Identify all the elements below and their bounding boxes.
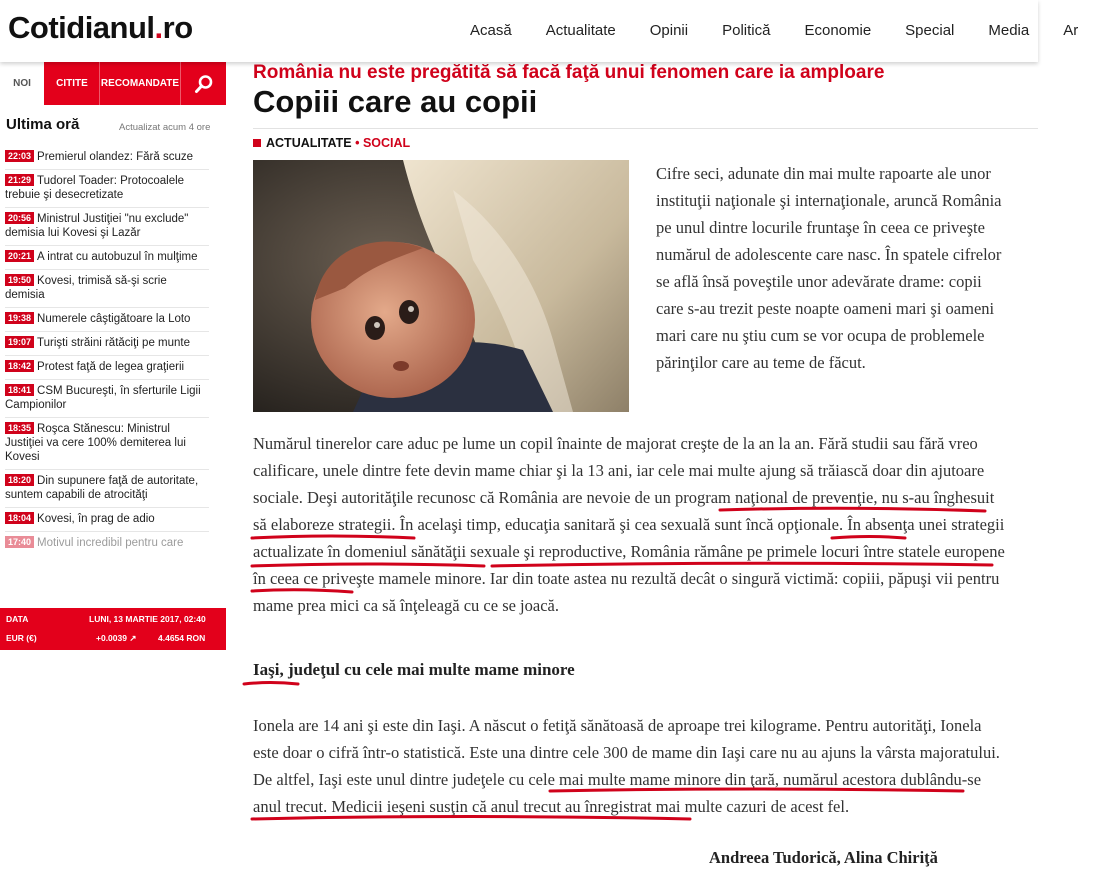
exchange-ticker [0, 608, 226, 650]
news-time-badge: 18:35 [5, 422, 34, 434]
news-headline[interactable]: Kovesi, trimisă să-şi scrie demisia [5, 275, 167, 301]
category-square-icon [253, 139, 261, 147]
latest-news-list [5, 146, 209, 549]
article-title: Copiii care au copii [253, 84, 538, 119]
news-headline[interactable]: Protest faţă de legea graţierii [37, 361, 185, 373]
news-item[interactable] [5, 332, 209, 356]
news-item[interactable] [5, 270, 209, 308]
nav-item-acasa[interactable]: Acasă [470, 22, 512, 39]
article-categories [253, 136, 410, 150]
article-kicker: România nu este pregătită să facă faţă unui fenomen care ia amploare [253, 62, 885, 83]
news-item[interactable] [5, 470, 209, 508]
news-time-badge: 20:21 [5, 250, 34, 262]
sidebar-tabs [0, 62, 226, 105]
news-time-badge: 18:20 [5, 474, 34, 486]
news-item[interactable] [5, 356, 209, 380]
news-item[interactable] [5, 532, 209, 549]
news-item[interactable] [5, 146, 209, 170]
site-header [0, 0, 1079, 62]
category-separator: • [351, 136, 363, 150]
news-headline[interactable]: Motivul incredibil pentru care [37, 537, 184, 549]
news-item[interactable] [5, 508, 209, 532]
nav-item-politica[interactable]: Politică [722, 22, 771, 39]
news-headline[interactable]: Tudorel Toader: Protocoalele trebuie şi desecretizate [5, 175, 185, 201]
news-item[interactable] [5, 208, 209, 246]
article-photo [253, 160, 629, 412]
updated-label: Actualizat acum 4 ore [119, 122, 211, 133]
subcategory-link[interactable]: SOCIAL [362, 136, 411, 150]
tab-noi[interactable]: NOI [0, 62, 44, 105]
ticker-eur-value: 4.4654 RON [158, 633, 206, 643]
tab-recomandate[interactable]: RECOMANDATE [100, 62, 181, 105]
news-item[interactable] [5, 246, 209, 270]
news-time-badge: 20:56 [5, 212, 34, 224]
news-headline[interactable]: Din supunere faţă de autoritate, suntem capabili de atrocităţi [5, 475, 199, 501]
underline-mark [244, 683, 298, 685]
news-headline[interactable]: A intrat cu autobuzul în mulţime [37, 251, 198, 263]
news-time-badge: 17:40 [5, 536, 34, 548]
news-time-badge: 19:07 [5, 336, 34, 348]
news-item[interactable] [5, 418, 209, 470]
news-headline[interactable]: Kovesi, în prag de adio [37, 513, 155, 525]
news-time-badge: 18:42 [5, 360, 34, 372]
news-time-badge: 19:38 [5, 312, 34, 324]
news-headline[interactable]: Roşca Stănescu: Ministrul Justiţiei va cere 100% demiterea lui Kovesi [5, 423, 186, 463]
news-headline[interactable]: Ministrul Justiţiei "nu exclude" demisia lui Kovesi şi Lazăr [5, 213, 189, 239]
nav-item-economie[interactable]: Economie [804, 22, 872, 39]
latest-news-title: Ultima oră [6, 116, 80, 133]
news-time-badge: 18:41 [5, 384, 34, 396]
main-nav [470, 22, 1112, 40]
nav-item-opinii[interactable]: Opinii [649, 22, 689, 39]
news-headline[interactable]: Numerele câştigătoare la Loto [37, 313, 191, 325]
news-time-badge: 19:50 [5, 274, 34, 286]
divider [253, 128, 1038, 129]
article-intro: Cifre seci, adunate din mai multe rapoarte ale unor instituţii naţionale şi internaţionale, aruncă România pe unul dintre locurile fruntaşe în ceea ce priveşte numărul de adolescente care nasc. În spatele cifrelor se află însă poveştile unor adevărate drame: copii care s-au trezit peste noapte oameni mari şi oameni mari care nu ştiu cum se vor ocupa de problemele părinţilor care au teme de făcut. [656, 164, 1002, 372]
category-link[interactable]: ACTUALITATE [266, 136, 352, 150]
site-logo[interactable]: Cotidianul.ro [8, 10, 193, 45]
ticker-date: LUNI, 13 MARTIE 2017, 02:40 [89, 614, 206, 624]
news-item[interactable] [5, 380, 209, 418]
article-subheading: Iaşi, judeţul cu cele mai multe mame minore [253, 660, 575, 679]
nav-item-actualitate[interactable]: Actualitate [545, 22, 616, 39]
news-headline[interactable]: CSM Bucureşti, în sferturile Ligii Campionilor [5, 385, 201, 411]
sidebar [0, 62, 226, 884]
nav-item-more[interactable]: Ar [1063, 22, 1079, 39]
article-authors: Andreea Tudorică, Alina Chiriţă [709, 848, 938, 867]
girl-with-doll-photo [253, 160, 629, 412]
news-time-badge: 21:29 [5, 174, 34, 186]
nav-item-media[interactable]: Media [988, 22, 1030, 39]
news-item[interactable] [5, 170, 209, 208]
news-time-badge: 18:04 [5, 512, 34, 524]
ticker-data-label: DATA [6, 614, 29, 624]
tab-citite[interactable]: CITITE [45, 62, 100, 105]
news-item[interactable] [5, 308, 209, 332]
ticker-eur-change: +0.0039 ↗ [96, 633, 137, 643]
search-button[interactable] [181, 62, 226, 105]
news-headline[interactable]: Premierul olandez: Fără scuze [37, 151, 193, 163]
article-paragraph-2: Ionela are 14 ani şi este din Iaşi. A născut o fetiţă sănătoasă de aproape trei kilograme. Pentru autorităţi, Ionela este doar o cifră într-o statistică. Este una dintre cele 300 de mame din Iaşi care nu au ajuns la vârsta majoratului. De altfel, Iaşi este unul dintre judeţele cu cele mai multe mame minore din ţară, numărul acestora dublându-se anul trecut. Medicii ieşeni susţin că anul trecut au înregistrat mai multe cazuri de acest fel. [253, 716, 1000, 816]
news-headline[interactable]: Turişti străini rătăciţi pe munte [37, 337, 190, 349]
nav-item-special[interactable]: Special [905, 22, 955, 39]
article-paragraph-1: Numărul tinerelor care aduc pe lume un copil înainte de majorat creşte de la an la an. Fără studii sau fără vreo calificare, unele dintre fete devin mame chiar şi la 13 ani, iar cele mai multe ajung să trăiască doar din ajutoare sociale. Deşi autorităţile recunosc că România are nevoie de un program naţional de prevenţie, nu s-au înghesuit să elaboreze strategii. În acelaşi timp, educaţia sanitară şi cea sexuală sunt încă opţionale. În absenţa unei strategii actualizate în domeniul sănătăţii sexuale şi reproductive, România rămâne pe primele locuri între statele europene în ceea ce priveşte mamele minore. Iar din toate astea nu rezultă decât o singură victimă: copiii, păpuşi vii pentru mame prea mici ca să înţeleagă cu ce se joacă. [253, 434, 1005, 615]
search-icon [194, 74, 214, 94]
news-time-badge: 22:03 [5, 150, 34, 162]
ticker-eur-label: EUR (€) [6, 633, 37, 643]
